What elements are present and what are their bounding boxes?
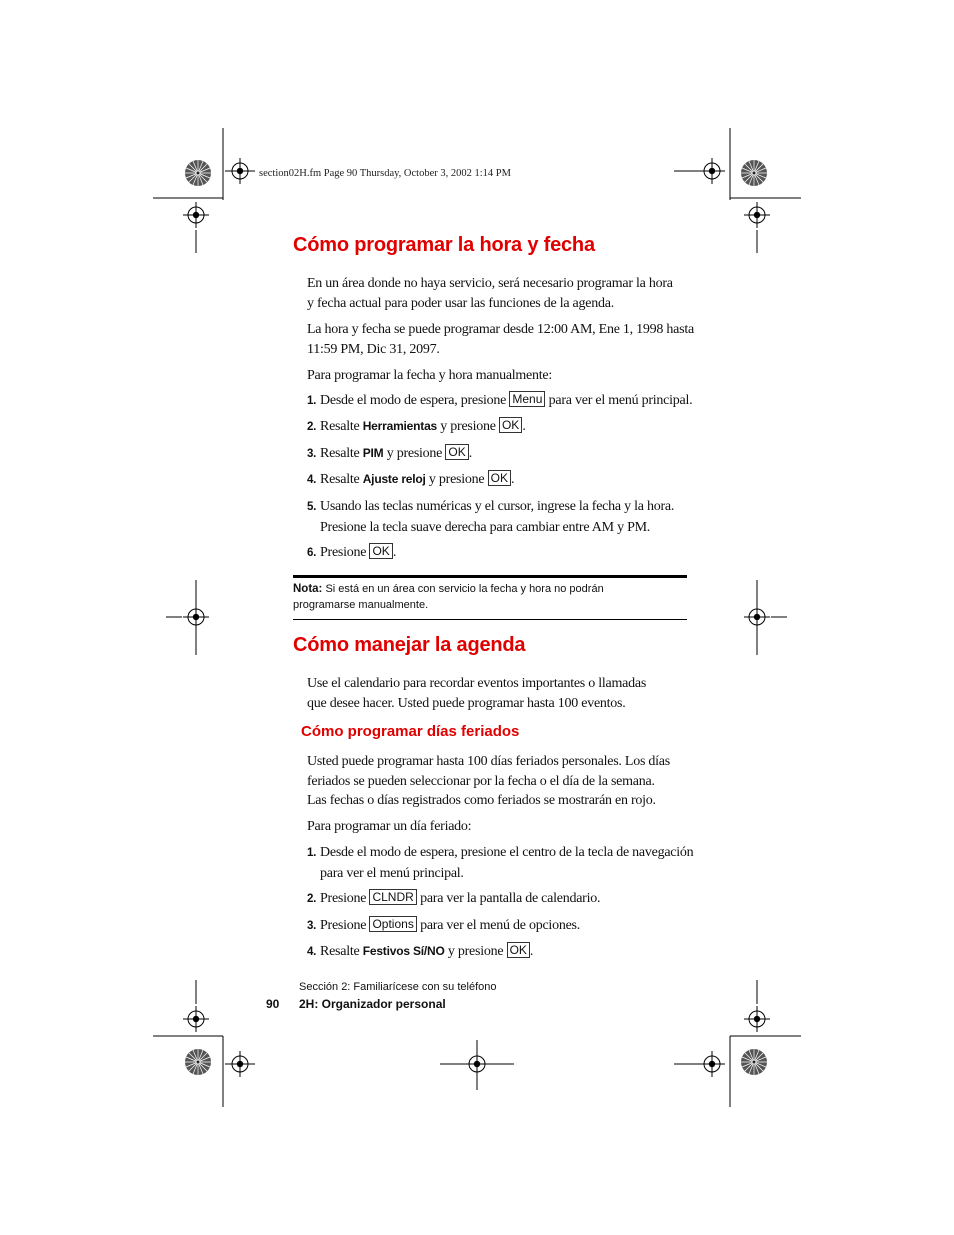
star-target-top-right-icon [741,160,767,186]
step-item: 3. Presione Options para ver el menú de opciones. [307,917,580,933]
ok-key: OK [499,417,522,433]
star-target-top-left-icon [185,160,211,186]
step-item: 4. Resalte Festivos Sí/NO y presione OK . [307,943,534,959]
note-box: Nota: Si está en un área con servicio la fecha y hora no podrán programarse manualmente. [293,583,604,611]
page-number: 90 [266,997,280,1011]
star-target-bottom-right-icon [741,1049,767,1075]
footer-section: Sección 2: Familiarícese con su teléfono [299,981,497,993]
footer-chapter: 2H: Organizador personal [299,997,446,1011]
step-item: 6. Presione OK . [307,544,397,560]
paragraph: Para programar la fecha y hora manualmente: [307,368,553,383]
step-item: 4. Resalte Ajuste reloj y presione OK . [307,471,515,487]
step-item: 2. Presione CLNDR para ver la pantalla de calendario. [307,890,601,906]
menu-key: Menu [509,391,545,407]
file-info: section02H.fm Page 90 Thursday, October 3, 2002 1:14 PM [259,168,511,179]
subsection-title-feriados: Cómo programar días feriados [301,723,520,740]
section-title-hora-fecha: Cómo programar la hora y fecha [293,234,595,256]
star-target-bottom-left-icon [185,1049,211,1075]
paragraph: Para programar un día feriado: [307,819,472,834]
ok-key: OK [369,543,392,559]
paragraph: En un área donde no haya servicio, será necesario programar la hora y fecha actual para poder usar las funciones de la agenda. [307,276,673,311]
step-item: 1. Desde el modo de espera, presione Menu para ver el menú principal. [307,392,693,408]
clndr-key: CLNDR [369,889,416,905]
step-item: 2. Resalte Herramientas y presione OK . [307,418,526,434]
note-label: Nota: [293,583,323,595]
paragraph: Usted puede programar hasta 100 días feriados personales. Los días feriados se pueden seleccionar por la fecha o el día de la semana. Las fechas o días registrados como feriados se mostrarán en rojo. [307,754,670,808]
ok-key: OK [445,444,468,460]
paragraph: La hora y fecha se puede programar desde 12:00 AM, Ene 1, 1998 hasta 11:59 PM, Dic 31, 2097. [307,322,694,357]
ok-key: OK [507,942,530,958]
step-item: 1. Desde el modo de espera, presione el centro de la tecla de navegación para ver el menú principal. [307,845,694,881]
note-rule-bottom [293,619,687,620]
step-item: 5. Usando las teclas numéricas y el cursor, ingrese la fecha y la hora. Presione la tecla suave derecha para cambiar entre AM y PM. [307,499,675,535]
paragraph: Use el calendario para recordar eventos importantes o llamadas que desee hacer. Usted puede programar hasta 100 eventos. [307,676,647,711]
ok-key: OK [488,470,511,486]
section-title-agenda: Cómo manejar la agenda [293,634,526,656]
step-item: 3. Resalte PIM y presione OK . [307,445,472,461]
note-rule-top [293,575,687,578]
options-key: Options [369,916,416,932]
